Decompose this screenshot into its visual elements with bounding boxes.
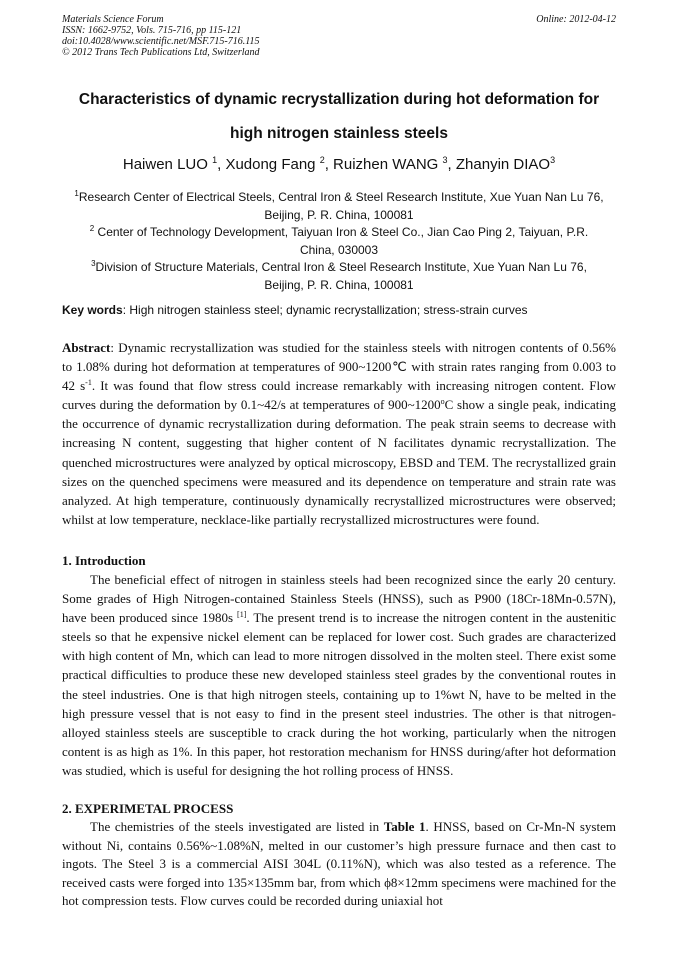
affiliation-2 — [62, 223, 616, 259]
author-affiliation-mark: 3 — [442, 155, 448, 165]
affiliation-number: 2 — [89, 224, 95, 233]
section-2-text: The chemistries of the steels investigated are listed in — [90, 819, 384, 834]
author-separator: , — [447, 156, 456, 173]
section-1-heading: 1. Introduction — [62, 553, 146, 568]
affiliation-text: Research Center of Electrical Steels, Central Iron & Steel Research Institute, Xue Yuan Nan Lu 76, — [78, 190, 604, 204]
author-separator: , — [324, 156, 334, 173]
affiliation-location: Beijing, P. R. China, 100081 — [264, 208, 414, 222]
section-1-text: The beneficial effect of nitrogen in stainless steels had been recognized since the early 20 century. Some grades of High Nitrogen-contained Stainless Steels (HNSS), such as P900 (18Cr-18Mn-0.57N), have been produced since 1980s — [62, 572, 616, 626]
paper-title-line-2: high nitrogen stainless steels — [230, 125, 448, 142]
journal-name: Materials Science Forum — [62, 14, 164, 25]
author-name: Ruizhen WANG — [333, 156, 443, 173]
affiliation-3 — [62, 258, 616, 294]
doi-line: doi:10.4028/www.scientific.net/MSF.715-716.115 — [62, 36, 260, 47]
citation-reference: [1] — [237, 610, 247, 620]
abstract-label: Abstract — [62, 340, 111, 355]
abstract — [62, 338, 616, 529]
affiliation-text: Division of Structure Materials, Central Iron & Steel Research Institute, Xue Yuan Nan Lu 76, — [95, 260, 587, 274]
affiliation-location: China, 030003 — [299, 243, 379, 257]
author-affiliation-mark: 2 — [319, 155, 325, 165]
author-name: Haiwen LUO — [122, 156, 213, 173]
keywords-text: : High nitrogen stainless steel; dynamic recrystallization; stress-strain curves — [122, 303, 528, 317]
affiliation-location: Beijing, P. R. China, 100081 — [264, 278, 414, 292]
abstract-text: C show a single peak, indicating the occurrence of dynamic recrystallization during deformation. The peak strain seems to decrease with increasing N content, suggesting that higher content of N facilitates dynamic recrystallization. The quenched microstructures were analyzed by optical microscopy, EBSD and TEM. The recrystallized grain sizes on the quenched specimens were measured and its dependence on temperature and strain rate was analyzed. At high temperature, continuously dynamically recrystallized microstructures were observed; whilst at low temperature, necklace-like partially recrystallized microstructures were found. — [62, 397, 617, 527]
degree-superscript: o — [440, 397, 445, 407]
keywords-label: Key words — [62, 303, 123, 317]
abstract-text: . It was found that flow stress could increase remarkably with increasing nitrogen content. Flow curves during the deformation by 0.1~42/s at temperatures of 900~1200 — [62, 378, 617, 413]
author-affiliation-mark: 3 — [550, 155, 556, 165]
author-list — [40, 156, 638, 173]
unit-superscript: -1 — [85, 378, 92, 388]
paper-title-line-1: Characteristics of dynamic recrystallization during hot deformation for — [78, 91, 600, 108]
table-reference: Table 1 — [383, 819, 426, 834]
section-1-text: . The present trend is to increase the nitrogen content in the austenitic steels so that he expensive nickel element can be replaced for lower cost. Such grades are characterized with high content of Mn, which can lead to more nitrogen dissolved in the molten steel. There exist some practical difficulties to produce these new developed stainless steel grades by the conventional routes in the steel industries. One is that high nitrogen steels, containing up to 1%wt N, have to be melted in the high pressure vessel that is not easy to find in the present steel industries. The other is that nitrogen-alloyed stainless steels are susceptible to crack during the hot working, particularly when the nitrogen content is as high as 1%. In this paper, hot restoration mechanism for HNSS during/after hot deformation was studied, which is useful for designing the hot rolling process of HNSS. — [62, 610, 616, 778]
keywords — [62, 302, 616, 318]
online-date: Online: 2012-04-12 — [536, 14, 616, 25]
section-2-heading: 2. EXPERIMETAL PROCESS — [62, 801, 234, 816]
author-name: Xudong Fang — [225, 156, 320, 173]
author-affiliation-mark: 1 — [212, 155, 218, 165]
section-2-text: . HNSS, based on Cr-Mn-N system without Ni, contains 0.56%~1.08%N, melted in our customer’s high pressure furnace and then cast to ingots. The Steel 3 is a commercial AISI 304L (0.11%N), which was also tested as a reference. The received casts were forged into 135×135mm bar, from which ϕ8×12mm specimens were machined for the hot compression tests. Flow curves could be recorded during uniaxial hot — [62, 819, 616, 908]
abstract-text: : Dynamic recrystallization was studied for the stainless steels with nitrogen contents of 0.56% to 1.08% during hot deformation at temperatures of 900~1200℃ with strain rates ranging from 0.003 to 42 s — [62, 340, 616, 394]
author-name: Zhanyin DIAO — [455, 156, 551, 173]
affiliation-1 — [62, 188, 616, 224]
issn-line: ISSN: 1662-9752, Vols. 715-716, pp 115-121 — [62, 25, 242, 36]
affiliation-number: 3 — [91, 259, 96, 268]
affiliation-number: 1 — [74, 189, 79, 198]
author-separator: , — [217, 156, 226, 173]
section-2-body — [62, 818, 616, 911]
affiliation-text: Center of Technology Development, Taiyuan Iron & Steel Co., Jian Cao Ping 2, Taiyuan, P.R. — [94, 225, 589, 239]
section-1-body — [62, 570, 616, 780]
copyright-line: © 2012 Trans Tech Publications Ltd, Switzerland — [62, 47, 260, 58]
journal-header — [62, 14, 260, 58]
